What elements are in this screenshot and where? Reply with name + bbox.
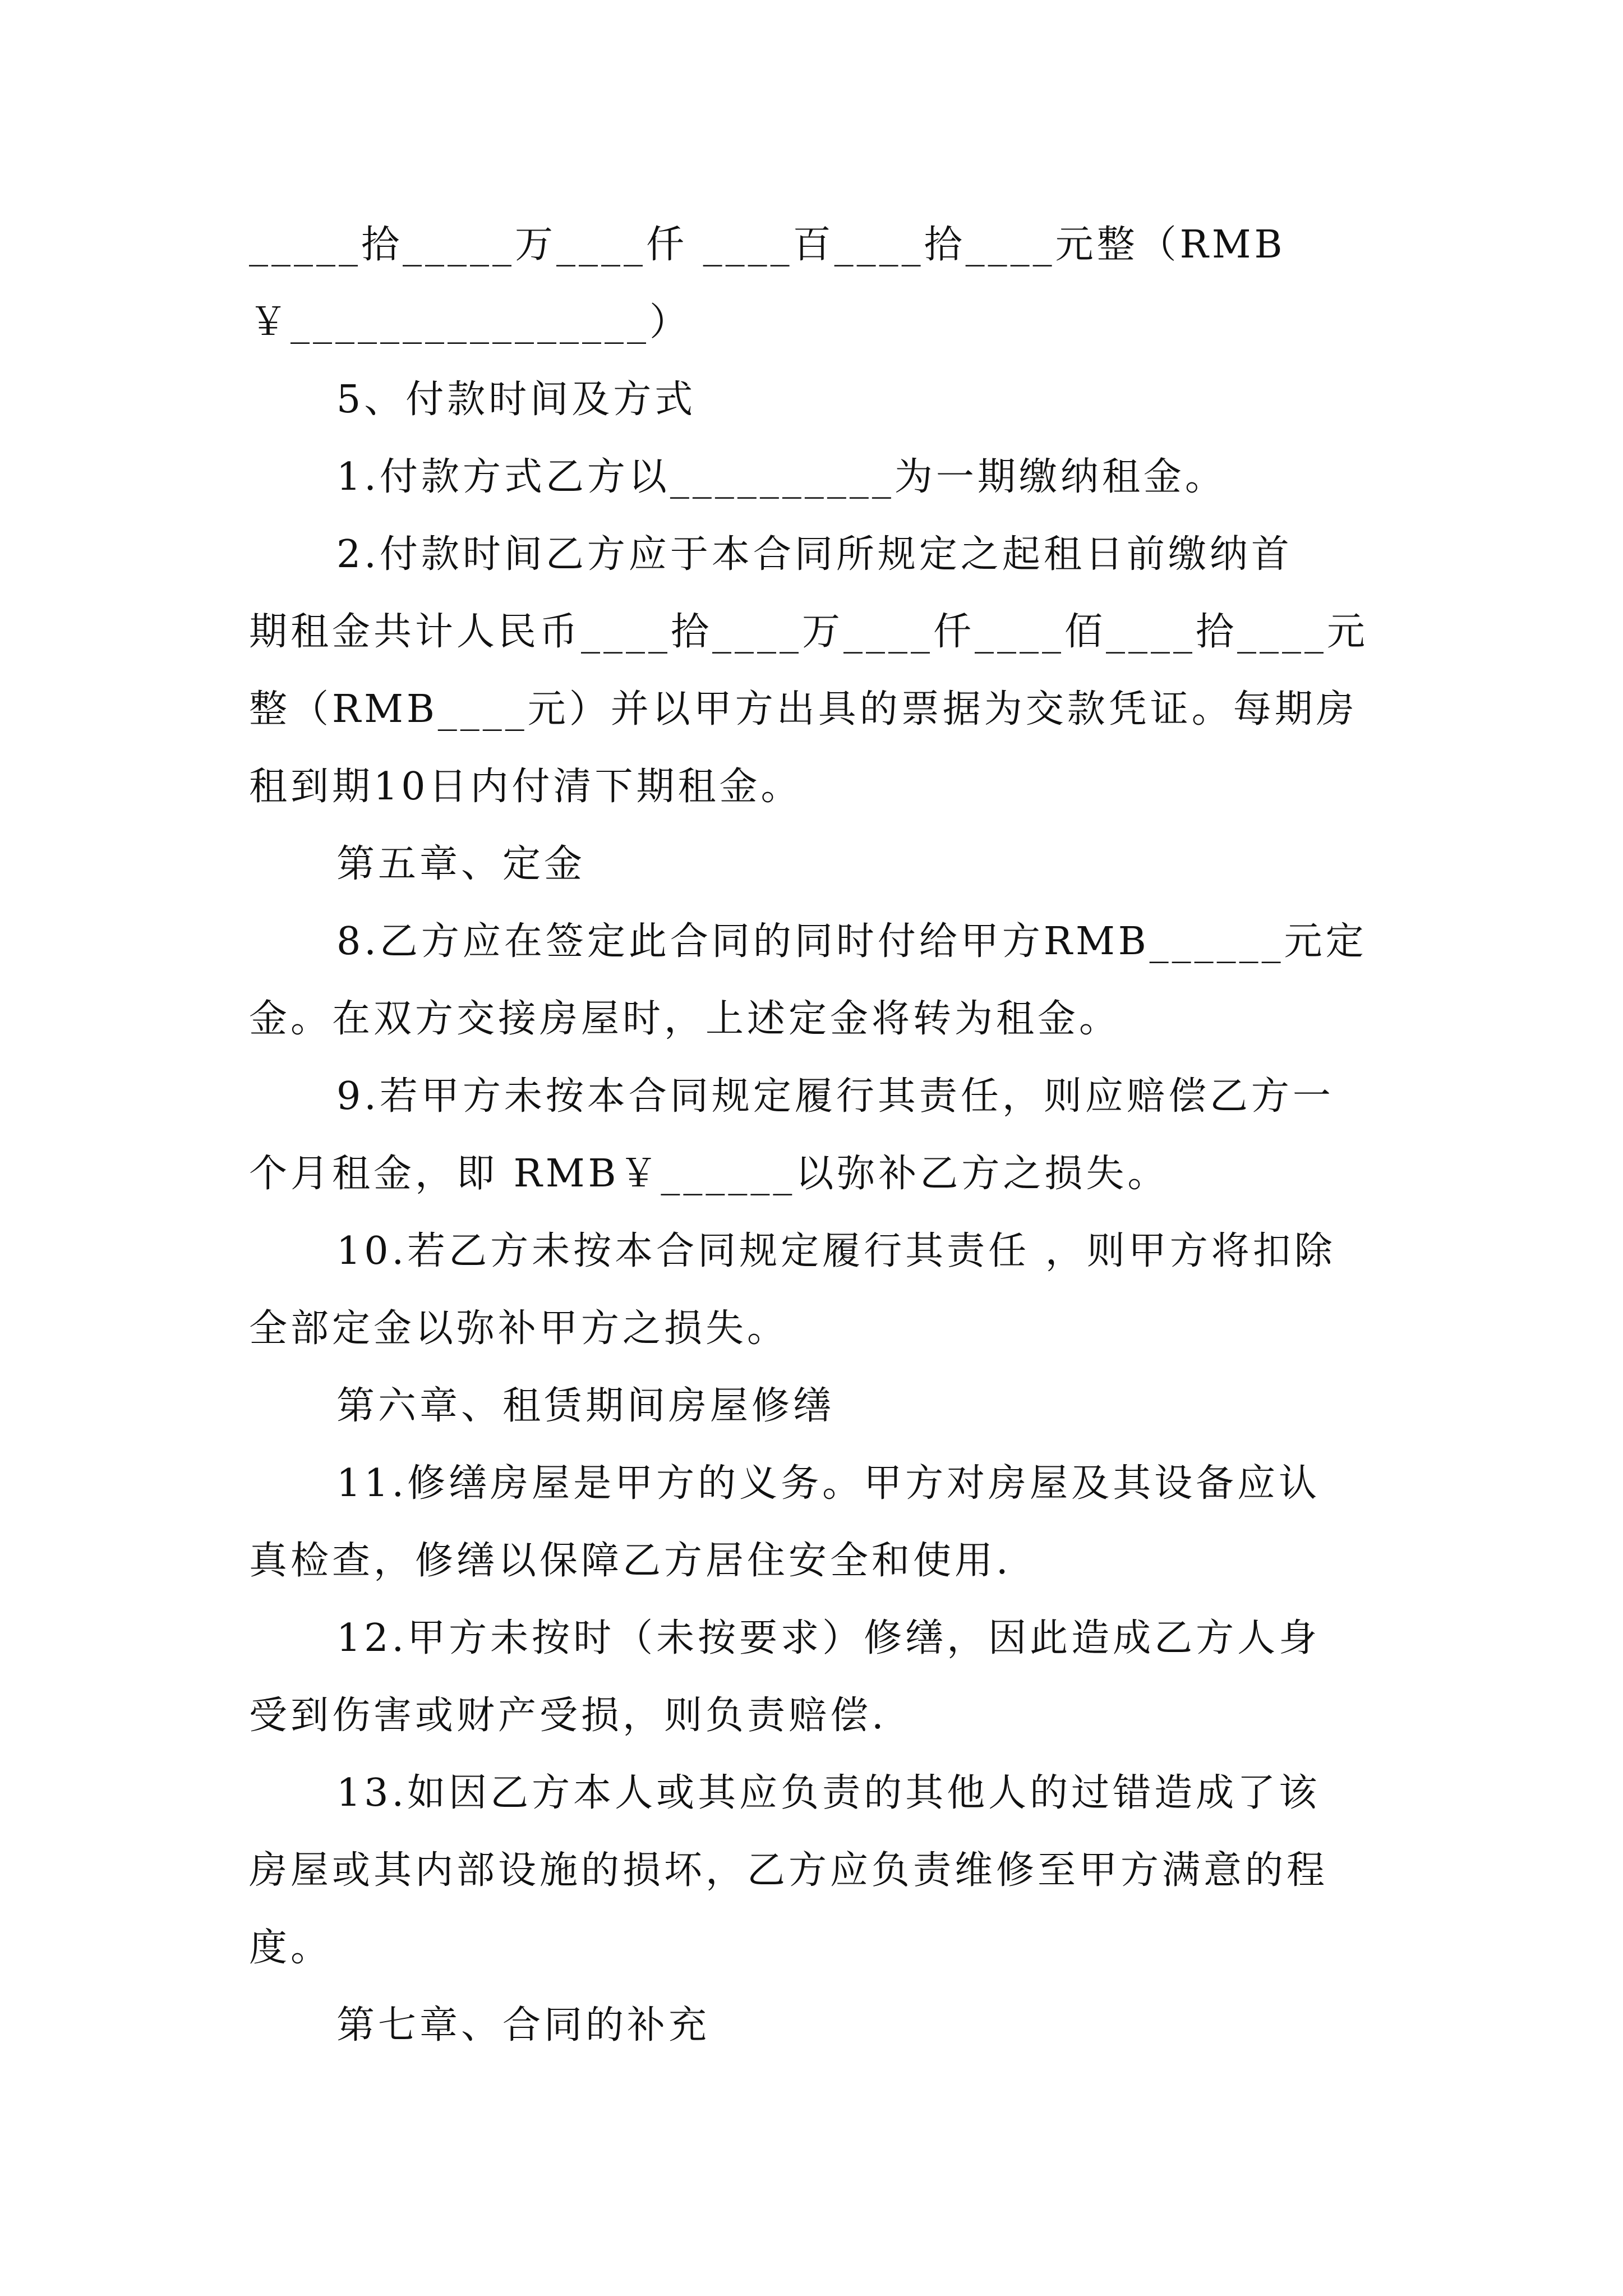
clause-12-line-2: 受到伤害或财产受损，则负责赔偿. [249,1694,887,1738]
clause-11-line-2: 真检查，修缮以保障乙方居住安全和使用. [249,1539,1012,1583]
clause-10-line-2: 全部定金以弥补甲方之损失。 [249,1306,789,1351]
chapter-6-heading: 第六章、租赁期间房屋修缮 [336,1384,835,1428]
clause-2-line-3: 整（RMB____元）并以甲方出具的票据为交款凭证。每期房 [249,687,1358,731]
clause-9-line-2: 个月租金，即 RMB￥______以弥补乙方之损失。 [249,1152,1169,1196]
clause-2-line-2: 期租金共计人民币____拾____万____仟____佰____拾____元 [249,610,1369,654]
clause-8-line-2: 金。在双方交接房屋时，上述定金将转为租金。 [249,997,1121,1041]
chapter-5-heading: 第五章、定金 [336,842,586,886]
amount-line-2: ￥________________） [249,300,691,344]
chapter-7-heading: 第七章、合同的补充 [336,2003,711,2047]
clause-13-line-2: 房屋或其内部设施的损坏，乙方应负责维修至甲方满意的程 [249,1848,1329,1893]
amount-line-1: _____拾_____万____仟 ____百____拾____元整（RMB [249,223,1286,267]
clause-9-line-1: 9.若甲方未按本合同规定履行其责任，则应赔偿乙方一 [336,1074,1334,1119]
clause-1: 1.付款方式乙方以__________为一期缴纳租金。 [336,455,1227,499]
clause-11-line-1: 11.修缮房屋是甲方的义务。甲方对房屋及其设备应认 [336,1461,1321,1506]
section-heading-payment: 5、付款时间及方式 [336,378,697,422]
clause-13-line-3: 度。 [249,1926,333,1970]
clause-8-line-1: 8.乙方应在签定此合同的同时付给甲方RMB______元定 [336,919,1367,964]
clause-12-line-1: 12.甲方未按时（未按要求）修缮，因此造成乙方人身 [336,1616,1321,1660]
clause-2-line-1: 2.付款时间乙方应于本合同所规定之起租日前缴纳首 [336,532,1293,577]
clause-2-line-4: 租到期10日内付清下期租金。 [249,765,803,809]
clause-10-line-1: 10.若乙方未按本合同规定履行其责任 ，则甲方将扣除 [336,1229,1336,1273]
clause-13-line-1: 13.如因乙方本人或其应负责的其他人的过错造成了该 [336,1771,1321,1815]
